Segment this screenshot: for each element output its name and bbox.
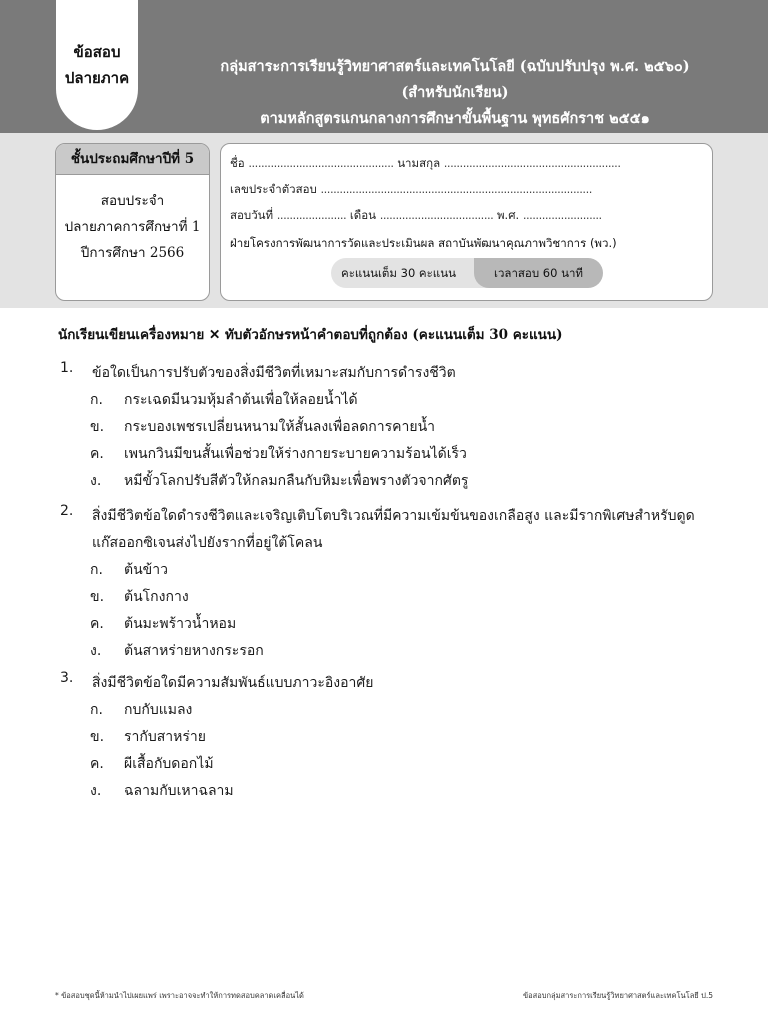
choice-item[interactable] — [90, 468, 720, 495]
header-title-line2: (สำหรับนักเรียน) — [401, 84, 509, 101]
question-number: 3. — [60, 670, 74, 686]
exam-time-label: เวลาสอบ 60 นาที — [474, 258, 603, 288]
header-title-line1: กลุ่มสาระการเรียนรู้วิทยาศาสตร์และเทคโนโลยี (ฉบับปรับปรุง พ.ศ. ๒๕๖๐) — [220, 58, 690, 75]
choice-letter[interactable]: ค. — [90, 616, 104, 632]
exam-date-row — [230, 207, 602, 225]
choice-item[interactable] — [90, 638, 720, 665]
exam-type-tab — [56, 0, 138, 130]
choice-letter[interactable]: ข. — [90, 729, 105, 745]
choice-item[interactable] — [90, 751, 720, 778]
year-field[interactable]: ......................... — [522, 208, 602, 222]
header-title-line3: ตามหลักสูตรแกนกลางการศึกษาขั้นพื้นฐาน พุทธศักราช ๒๕๕๑ — [260, 110, 650, 127]
choice-item[interactable] — [90, 611, 720, 638]
exam-period-line1: สอบประจำ — [100, 193, 165, 209]
choice-item[interactable] — [90, 441, 720, 468]
question-2 — [60, 503, 720, 665]
choice-letter[interactable]: ค. — [90, 756, 104, 772]
footer-note: * ข้อสอบชุดนี้ห้ามนำไปเผยแพร่ เพราะอาจจะทำให้การทดสอบคลาดเคลื่อนได้ — [55, 991, 304, 1000]
exam-tab-line2: ปลายภาค — [64, 69, 130, 87]
choice-item[interactable] — [90, 697, 720, 724]
question-number: 2. — [60, 503, 74, 519]
question-text: ข้อใดเป็นการปรับตัวของสิ่งมีชีวิตที่เหมาะสมกับการดำรงชีวิต — [92, 365, 456, 381]
choice-text: ต้นมะพร้าวน้ำหอม — [124, 616, 237, 632]
name-field[interactable]: .............................................. — [248, 156, 394, 170]
choice-text: กระบองเพชรเปลี่ยนหนามให้สั้นลงเพื่อลดการคายน้ำ — [124, 419, 436, 435]
choice-letter[interactable]: ข. — [90, 419, 105, 435]
month-field[interactable]: .................................... — [379, 208, 494, 222]
choice-item[interactable] — [90, 387, 720, 414]
choice-letter[interactable]: ก. — [90, 562, 103, 578]
date-label: สอบวันที่ — [230, 208, 274, 222]
choice-text: ผีเสื้อกับดอกไม้ — [124, 756, 214, 772]
choice-letter[interactable]: ง. — [90, 643, 102, 659]
question-3 — [60, 670, 720, 805]
choice-text: หมีขั้วโลกปรับสีตัวให้กลมกลืนกับหิมะเพื่อพรางตัวจากศัตรู — [124, 473, 469, 489]
organization-line: ฝ่ายโครงการพัฒนาการวัดและประเมินผล สถาบันพัฒนาคุณภาพวิชาการ (พว.) — [230, 236, 617, 250]
exam-id-row — [230, 181, 592, 199]
choice-text: ฉลามกับเหาฉลาม — [124, 783, 234, 799]
header-titles — [145, 54, 765, 132]
choice-item[interactable] — [90, 557, 720, 584]
grade-box — [55, 143, 210, 301]
question-1 — [60, 360, 720, 495]
surname-field[interactable]: ........................................................ — [443, 156, 621, 170]
name-label: ชื่อ — [230, 156, 245, 170]
exam-period-line2: ปลายภาคการศึกษาที่ 1 — [64, 219, 201, 235]
choice-letter[interactable]: ง. — [90, 783, 102, 799]
choice-item[interactable] — [90, 724, 720, 751]
footer-subject: ข้อสอบกลุ่มสาระการเรียนรู้วิทยาศาสตร์และเทคโนโลยี ป.5 — [523, 991, 713, 1000]
date-field[interactable]: ...................... — [276, 208, 347, 222]
choice-text: กระเฉดมีนวมหุ้มลำต้นเพื่อให้ลอยน้ำได้ — [124, 392, 358, 408]
student-info-box — [220, 143, 713, 301]
choice-text: ต้นโกงกาง — [124, 589, 189, 605]
choice-text: เพนกวินมีขนสั้นเพื่อช่วยให้ร่างกายระบายความร้อนได้เร็ว — [124, 446, 467, 462]
choice-text: ต้นสาหร่ายหางกระรอก — [124, 643, 264, 659]
choice-letter[interactable]: ก. — [90, 702, 103, 718]
exam-id-label: เลขประจำตัวสอบ — [230, 182, 317, 196]
exam-tab-line1: ข้อสอบ — [73, 43, 121, 61]
question-text: สิ่งมีชีวิตข้อใดดำรงชีวิตและเจริญเติบโตบริเวณที่มีความเข้มข้นของเกลือสูง และมีรากพิเศษสำหรับดูดแก๊สออกซิเจนส่งไปยังรากที่อยู่ใต้โคลน — [92, 508, 695, 551]
choice-item[interactable] — [90, 778, 720, 805]
score-time-pill — [331, 258, 611, 288]
choice-letter[interactable]: ข. — [90, 589, 105, 605]
question-text: สิ่งมีชีวิตข้อใดมีความสัมพันธ์แบบภาวะอิงอาศัย — [92, 675, 374, 691]
choice-letter[interactable]: ง. — [90, 473, 102, 489]
exam-period-line3: ปีการศึกษา 2566 — [80, 245, 185, 261]
grade-label: ชั้นประถมศึกษาปีที่ 5 — [56, 144, 209, 175]
name-row — [230, 155, 621, 173]
month-label: เดือน — [349, 208, 377, 222]
exam-id-field[interactable]: ...................................................................................... — [320, 182, 592, 196]
year-label: พ.ศ. — [496, 208, 520, 222]
choice-text: กบกับแมลง — [124, 702, 193, 718]
question-number: 1. — [60, 360, 74, 376]
surname-label: นามสกุล — [397, 156, 441, 170]
exam-period — [56, 175, 209, 266]
choice-letter[interactable]: ก. — [90, 392, 103, 408]
choice-item[interactable] — [90, 584, 720, 611]
choice-text: ต้นข้าว — [124, 562, 168, 578]
full-score-label: คะแนนเต็ม 30 คะแนน — [331, 258, 511, 288]
instruction-text: นักเรียนเขียนเครื่องหมาย ✕ ทับตัวอักษรหน้าคำตอบที่ถูกต้อง (คะแนนเต็ม 30 คะแนน) — [58, 327, 563, 343]
choice-item[interactable] — [90, 414, 720, 441]
choice-letter[interactable]: ค. — [90, 446, 104, 462]
choice-text: รากับสาหร่าย — [124, 729, 206, 745]
